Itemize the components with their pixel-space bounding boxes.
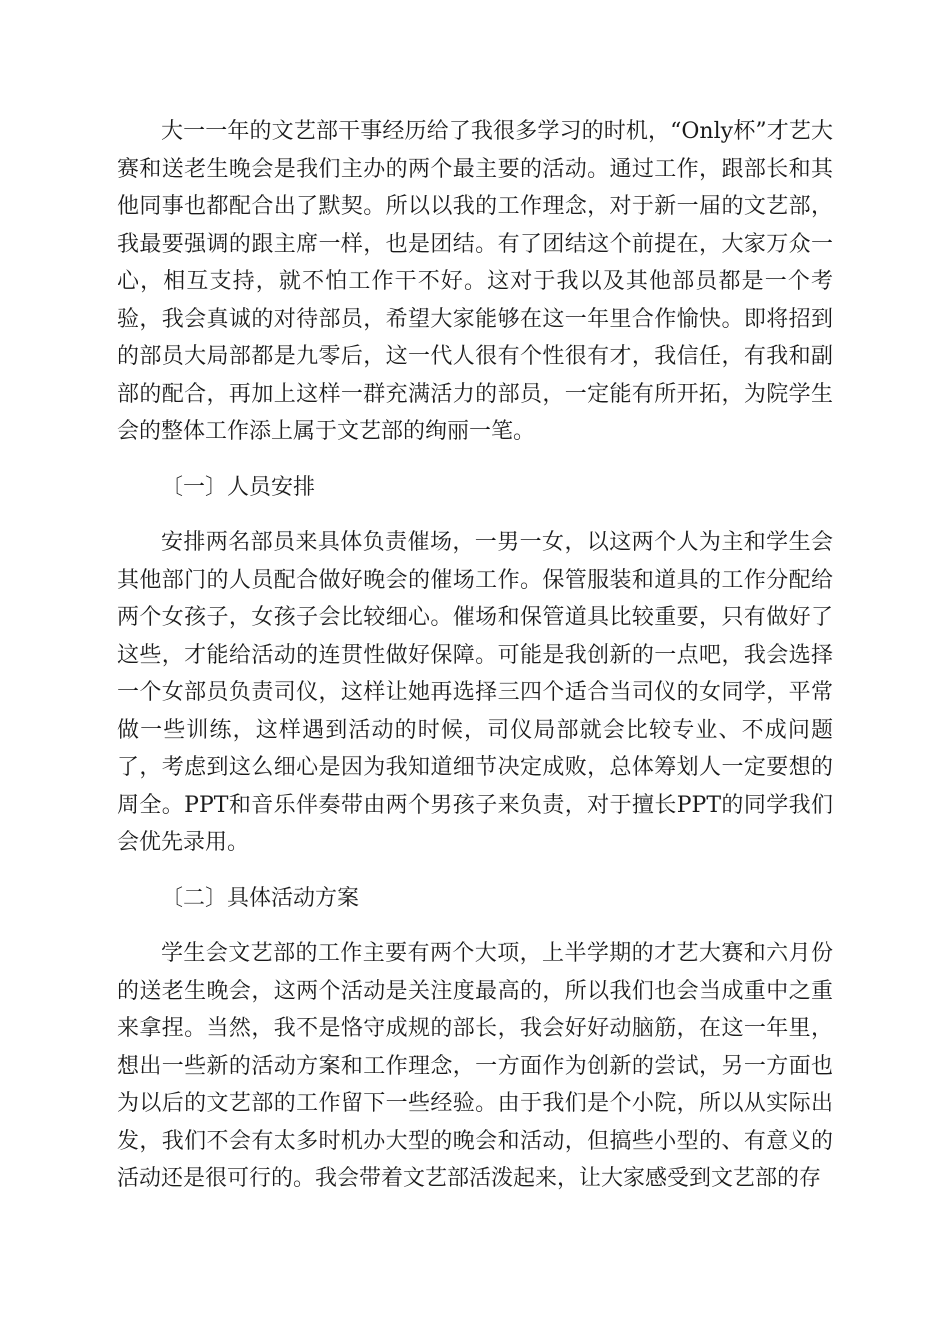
section-heading-staffing: 〔一〕人员安排 bbox=[161, 474, 316, 500]
paragraph-spacer bbox=[117, 451, 833, 469]
paragraph-intro: 大一一年的文艺部干事经历给了我很多学习的时机，“Only杯”才艺大赛和送老生晚会是我们主办的两个最主要的活动。通过工作，跟部长和其他同事也都配合出了默契。所以以我的工作理念，对于新一届的文艺部，我最要强调的跟主席一样，也是团结。有了团结这个前提在，大家万众一心，相互支持，就不怕工作干不好。这对于我以及其他部员都是一个考验，我会真诚的对待部员，希望大家能够在这一年里合作愉快。即将招到的部员大局部都是九零后，这一代人很有个性很有才，我信任，有我和副部的配合，再加上这样一群充满活力的部员，一定能有所开拓，为院学生会的整体工作添上属于文艺部的绚丽一笔。 bbox=[117, 119, 833, 444]
paragraph-staffing: 安排两名部员来具体负责催场，一男一女，以这两个人为主和学生会其他部门的人员配合做好晚会的催场工作。保管服装和道具的工作分配给两个女孩子，女孩子会比较细心。催场和保管道具比较重要，只有做好了这些，才能给活动的连贯性做好保障。可能是我创新的一点吧，我会选择一个女部员负责司仪，这样让她再选择三四个适合当司仪的女同学，平常做一些训练，这样遇到活动的时候，司仪局部就会比较专业、不成问题了，考虑到这么细心是因为我知道细节决定成败，总体筹划人一定要想的周全。PPT和音乐伴奏带由两个男孩子来负责，对于擅长PPT的同学我们会优先录用。 bbox=[117, 530, 833, 855]
document-body bbox=[117, 113, 833, 1198]
paragraph-activity-plan: 学生会文艺部的工作主要有两个大项，上半学期的才艺大赛和六月份的送老生晚会，这两个活动是关注度最高的，所以我们也会当成重中之重来拿捏。当然，我不是恪守成规的部长，我会好好动脑筋，在这一年里，想出一些新的活动方案和工作理念，一方面作为创新的尝试，另一方面也为以后的文艺部的工作留下一些经验。由于我们是个小院，所以从实际出发，我们不会有太多时机办大型的晚会和活动，但搞些小型的、有意义的活动还是很可行的。我会带着文艺部活泼起来，让大家感受到文艺部的存 bbox=[117, 941, 833, 1191]
section-heading-activity-plan: 〔二〕具体活动方案 bbox=[161, 885, 360, 911]
paragraph-spacer bbox=[117, 506, 833, 524]
paragraph-spacer bbox=[117, 917, 833, 935]
paragraph-spacer bbox=[117, 862, 833, 880]
